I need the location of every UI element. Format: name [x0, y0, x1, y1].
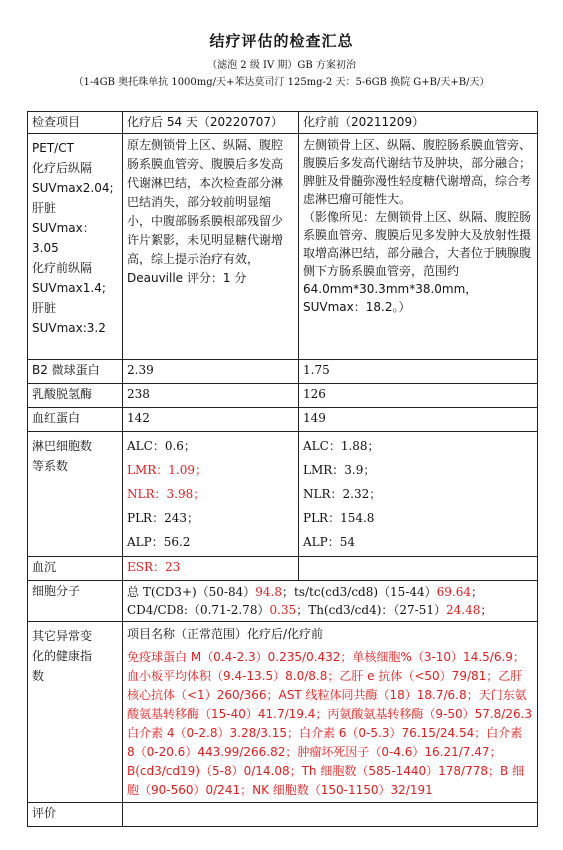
- lymph-label-line: 等系数: [32, 459, 69, 473]
- molecule-values: [123, 581, 538, 622]
- petct-before-conclusion: 左侧锁骨上区、纵隔、腹腔肠系膜血管旁、腹膜后多发高代谢结节及肿块，部分融合；脾脏及骨髓弥漫性轻度糖代谢增高，综合考虑淋巴瘤可能性大。: [303, 138, 532, 206]
- row-hb: [28, 408, 538, 432]
- b2-before: 1.75: [299, 360, 538, 384]
- other-label-line: 数: [32, 669, 45, 683]
- alp-before: ALP：54: [303, 535, 355, 549]
- petct-before: [299, 134, 538, 360]
- petct-after: 原左侧锁骨上区、纵隔、腹腔肠系膜血管旁、腹膜后多发高代谢淋巴结，本次检查部分淋巴结消失，部分较前明显缩小，中腹部肠系膜根部残留少许片絮影，未见明显糖代谢增高，综上提示治疗有效，Deauville 评分：1 分: [123, 134, 299, 360]
- plr-after: PLR：243；: [127, 511, 199, 525]
- hb-before: 149: [299, 408, 538, 432]
- petct-label-line: 肝脏: [32, 301, 57, 315]
- row-molecule: [28, 581, 538, 622]
- molecule-cd4cd8-text: ；CD4/CD8:（0.71-2.78）: [127, 585, 484, 617]
- petct-label-line: 肝脏: [32, 201, 57, 215]
- lymph-label-line: 淋巴细胞数: [32, 439, 93, 453]
- ldh-label: 乳酸脱氢酶: [28, 384, 123, 408]
- document-title: 结疗评估的检查汇总: [209, 32, 354, 50]
- eval-value: [123, 803, 538, 827]
- plr-before: PLR：154.8: [303, 511, 375, 525]
- molecule-label: 细胞分子: [28, 581, 123, 622]
- row-lymph: [28, 432, 538, 557]
- other-label-line: 其它异常变: [32, 629, 93, 643]
- row-other: [28, 622, 538, 803]
- other-values: [123, 622, 538, 803]
- nlr-after: NLR：3.98；: [127, 487, 206, 501]
- row-ldh: [28, 384, 538, 408]
- lmr-before: LMR：3.9；: [303, 463, 376, 477]
- alc-after: ALC：0.6；: [127, 439, 196, 453]
- petct-label-line: SUVmax：3.05: [32, 221, 95, 255]
- petct-label-line: 化疗前纵隔: [32, 261, 93, 275]
- hb-label: 血红蛋白: [28, 408, 123, 432]
- petct-label-line: SUVmax:3.2: [32, 321, 106, 335]
- ldh-after: 238: [123, 384, 299, 408]
- lymph-before: [299, 432, 538, 557]
- esr-before: [299, 557, 538, 581]
- row-eval: [28, 803, 538, 827]
- other-label-line: 化的健康指: [32, 649, 93, 663]
- molecule-tstc-text: ；ts/tc(cd3/cd8)（15-44）: [282, 585, 437, 599]
- lymph-label: [28, 432, 123, 557]
- other-abnormal-list: 免疫球蛋白 M（0.4-2.3）0.235/0.432；单核细胞%（3-10）14.5/6.9；血小板平均体积（9.4-13.5）8.0/8.8；乙肝 e 抗体（<50）79/81；乙肝核心抗体（<1）260/366；AST 线粒体同共酶（18）18.7/6.8；天门东氨酸氨基转移酶（15-40）41.7/19.4；丙氨酸氨基转移酶（9-50）57.8/26.3 白介素 4（0-2.8）3.28/3.15；白介素 6（0-5.3）76.15/24.54；白介素 8（0-20.6）443.99/266.82；肿瘤坏死因子（0-4.6）16.21/7.47；B(cd3/cd19)（5-8）0/14.08；Th 细胞数（585-1440）178/778；B 细胞（90-560）0/241；NK 细胞数（150-1150）32/191: [127, 650, 533, 797]
- petct-before-findings: （影像所见：左侧锁骨上区、纵隔、腹腔肠系膜血管旁、腹膜后见多发肿大及放射性摄取增高淋巴结，部分融合，大者位于胰腺腹侧下方肠系膜血管旁，范围约 64.0mm*30.3mm*38.0mm，SUVmax：18.2。）: [303, 210, 532, 314]
- molecule-th-text: ；Th(cd3/cd4)：（27-51）: [296, 603, 446, 617]
- nlr-before: NLR：2.32；: [303, 487, 382, 501]
- lmr-after: LMR：1.09；: [127, 463, 208, 477]
- table-header-row: [28, 112, 538, 134]
- petct-label-line: PET/CT: [32, 141, 74, 155]
- molecule-end: ；: [480, 603, 493, 617]
- regimen-subtitle: （滤泡 2 级 IV 期）GB 方案初治: [207, 60, 356, 71]
- esr-after: ESR：23: [123, 557, 299, 581]
- molecule-th-value: 24.48: [446, 603, 481, 617]
- molecule-t-text: 总 T(CD3+)（50-84）: [127, 585, 256, 599]
- header-after: 化疗后 54 天（20220707）: [123, 112, 299, 134]
- header-before: 化疗前（20211209）: [299, 112, 538, 134]
- other-heading: 项目名称（正常范围）化疗后/化疗前: [127, 627, 324, 641]
- header-item: 检查项目: [28, 112, 123, 134]
- molecule-tstc-value: 69.64: [436, 585, 472, 599]
- eval-label: 评价: [28, 803, 123, 827]
- petct-label-line: 化疗后纵隔: [32, 161, 93, 175]
- row-esr: [28, 557, 538, 581]
- b2-after: 2.39: [123, 360, 299, 384]
- molecule-t-value: 94.8: [255, 585, 282, 599]
- row-petct: [28, 134, 538, 360]
- hb-after: 142: [123, 408, 299, 432]
- petct-label-line: SUVmax2.04;: [32, 181, 114, 195]
- ldh-before: 126: [299, 384, 538, 408]
- petct-label: [28, 134, 123, 360]
- alp-after: ALP：56.2: [127, 535, 191, 549]
- other-label: [28, 622, 123, 803]
- b2-label: B2 微球蛋白: [28, 360, 123, 384]
- petct-label-line: SUVmax1.4;: [32, 281, 106, 295]
- alc-before: ALC：1.88；: [303, 439, 380, 453]
- exam-summary-table: [27, 111, 538, 827]
- dosing-subtitle: （1-4GB 奥托珠单抗 1000mg/天+苯达莫司汀 125mg-2 天：5-6GB 换院 G+B/天+B/天）: [73, 77, 490, 88]
- molecule-cd4cd8-value: 0.35: [269, 603, 297, 617]
- esr-label: 血沉: [28, 557, 123, 581]
- row-b2: [28, 360, 538, 384]
- lymph-after: [123, 432, 299, 557]
